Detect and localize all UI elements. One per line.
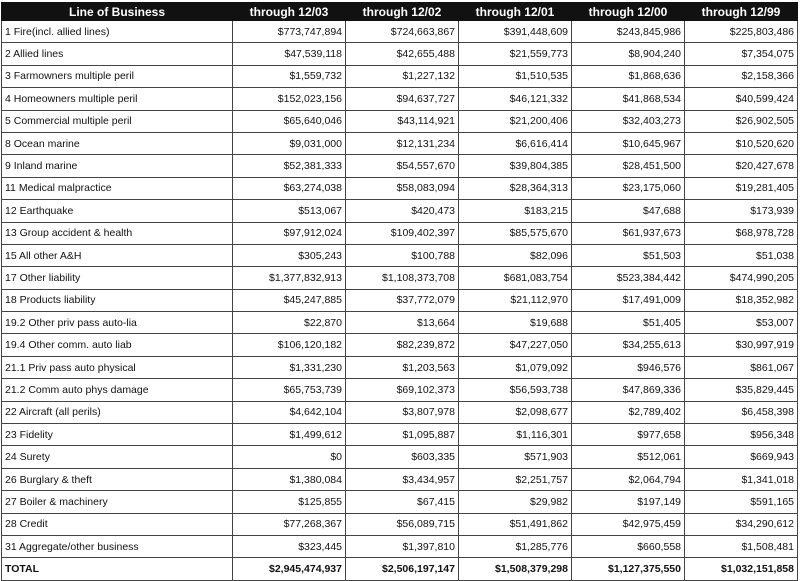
table-row [2, 244, 798, 266]
cell-through-12-00: $2,064,794 [572, 468, 685, 490]
cell-through-12-03: $1,499,612 [233, 424, 346, 446]
table-row [2, 267, 798, 289]
cell-through-12-00: $660,558 [572, 535, 685, 557]
cell-through-12-99: $956,348 [685, 424, 798, 446]
cell-through-12-99: $669,943 [685, 446, 798, 468]
cell-through-12-03: $45,247,885 [233, 289, 346, 311]
cell-through-12-01: $571,903 [459, 446, 572, 468]
cell-through-12-01: $56,593,738 [459, 379, 572, 401]
cell-through-12-99: $173,939 [685, 200, 798, 222]
cell-through-12-03: $52,381,333 [233, 155, 346, 177]
cell-through-12-02: $420,473 [346, 200, 459, 222]
cell-through-12-03: $513,067 [233, 200, 346, 222]
cell-through-12-02: $1,095,887 [346, 424, 459, 446]
cell-through-12-00: $32,403,273 [572, 110, 685, 132]
total-cell-line-of-business: TOTAL [2, 558, 233, 580]
cell-through-12-99: $2,158,366 [685, 65, 798, 87]
cell-through-12-99: $34,290,612 [685, 513, 798, 535]
cell-through-12-02: $67,415 [346, 491, 459, 513]
cell-through-12-00: $197,149 [572, 491, 685, 513]
cell-through-12-02: $1,397,810 [346, 535, 459, 557]
header-through-12-00: through 12/00 [572, 3, 685, 21]
cell-line-of-business: 15 All other A&H [2, 244, 233, 266]
cell-through-12-01: $1,510,535 [459, 65, 572, 87]
cell-line-of-business: 21.1 Priv pass auto physical [2, 356, 233, 378]
cell-line-of-business: 18 Products liability [2, 289, 233, 311]
cell-through-12-00: $47,688 [572, 200, 685, 222]
cell-through-12-99: $6,458,398 [685, 401, 798, 423]
cell-through-12-02: $42,655,488 [346, 43, 459, 65]
total-cell-through-12-00: $1,127,375,550 [572, 558, 685, 580]
cell-through-12-99: $53,007 [685, 312, 798, 334]
cell-through-12-01: $82,096 [459, 244, 572, 266]
cell-through-12-02: $94,637,727 [346, 88, 459, 110]
cell-through-12-01: $6,616,414 [459, 132, 572, 154]
cell-line-of-business: 19.2 Other priv pass auto-lia [2, 312, 233, 334]
cell-through-12-02: $69,102,373 [346, 379, 459, 401]
cell-line-of-business: 2 Allied lines [2, 43, 233, 65]
cell-through-12-99: $26,902,505 [685, 110, 798, 132]
cell-through-12-01: $1,079,092 [459, 356, 572, 378]
cell-through-12-99: $35,829,445 [685, 379, 798, 401]
cell-through-12-00: $17,491,009 [572, 289, 685, 311]
table-row [2, 401, 798, 423]
table-row [2, 513, 798, 535]
cell-through-12-01: $47,227,050 [459, 334, 572, 356]
cell-through-12-01: $51,491,862 [459, 513, 572, 535]
cell-through-12-03: $152,023,156 [233, 88, 346, 110]
cell-through-12-99: $861,067 [685, 356, 798, 378]
cell-through-12-99: $30,997,919 [685, 334, 798, 356]
cell-through-12-02: $724,663,867 [346, 21, 459, 43]
table-row [2, 468, 798, 490]
cell-through-12-03: $125,855 [233, 491, 346, 513]
cell-through-12-99: $591,165 [685, 491, 798, 513]
cell-through-12-99: $474,990,205 [685, 267, 798, 289]
cell-through-12-00: $23,175,060 [572, 177, 685, 199]
total-cell-through-12-02: $2,506,197,147 [346, 558, 459, 580]
cell-through-12-01: $21,112,970 [459, 289, 572, 311]
cell-line-of-business: 19.4 Other comm. auto liab [2, 334, 233, 356]
cell-through-12-03: $97,912,024 [233, 222, 346, 244]
cell-line-of-business: 8 Ocean marine [2, 132, 233, 154]
cell-line-of-business: 17 Other liability [2, 267, 233, 289]
cell-through-12-03: $0 [233, 446, 346, 468]
cell-through-12-02: $12,131,234 [346, 132, 459, 154]
cell-through-12-03: $65,640,046 [233, 110, 346, 132]
cell-through-12-00: $47,869,336 [572, 379, 685, 401]
cell-through-12-03: $305,243 [233, 244, 346, 266]
cell-through-12-99: $20,427,678 [685, 155, 798, 177]
cell-through-12-02: $82,239,872 [346, 334, 459, 356]
cell-through-12-99: $7,354,075 [685, 43, 798, 65]
cell-through-12-02: $54,557,670 [346, 155, 459, 177]
cell-through-12-01: $2,098,677 [459, 401, 572, 423]
table-row [2, 379, 798, 401]
cell-through-12-99: $10,520,620 [685, 132, 798, 154]
table-row [2, 312, 798, 334]
total-cell-through-12-03: $2,945,474,937 [233, 558, 346, 580]
cell-line-of-business: 11 Medical malpractice [2, 177, 233, 199]
cell-through-12-99: $1,508,481 [685, 535, 798, 557]
cell-through-12-00: $51,405 [572, 312, 685, 334]
cell-through-12-99: $225,803,486 [685, 21, 798, 43]
cell-through-12-00: $51,503 [572, 244, 685, 266]
cell-line-of-business: 28 Credit [2, 513, 233, 535]
cell-through-12-01: $21,559,773 [459, 43, 572, 65]
cell-line-of-business: 12 Earthquake [2, 200, 233, 222]
cell-through-12-03: $773,747,894 [233, 21, 346, 43]
cell-through-12-02: $58,083,094 [346, 177, 459, 199]
cell-through-12-00: $41,868,534 [572, 88, 685, 110]
table-row [2, 21, 798, 43]
table-row [2, 132, 798, 154]
cell-through-12-03: $22,870 [233, 312, 346, 334]
cell-through-12-03: $1,380,084 [233, 468, 346, 490]
cell-through-12-03: $9,031,000 [233, 132, 346, 154]
total-cell-through-12-99: $1,032,151,858 [685, 558, 798, 580]
header-through-12-03: through 12/03 [233, 3, 346, 21]
cell-through-12-02: $603,335 [346, 446, 459, 468]
table-row [2, 200, 798, 222]
table-row [2, 110, 798, 132]
header-line-of-business: Line of Business [2, 3, 233, 21]
cell-line-of-business: 1 Fire(incl. allied lines) [2, 21, 233, 43]
cell-through-12-02: $1,227,132 [346, 65, 459, 87]
cell-line-of-business: 3 Farmowners multiple peril [2, 65, 233, 87]
cell-through-12-00: $1,868,636 [572, 65, 685, 87]
cell-line-of-business: 9 Inland marine [2, 155, 233, 177]
cell-through-12-00: $512,061 [572, 446, 685, 468]
table-row [2, 155, 798, 177]
cell-through-12-00: $28,451,500 [572, 155, 685, 177]
cell-through-12-99: $18,352,982 [685, 289, 798, 311]
cell-through-12-00: $10,645,967 [572, 132, 685, 154]
table-row [2, 222, 798, 244]
cell-line-of-business: 21.2 Comm auto phys damage [2, 379, 233, 401]
cell-through-12-02: $109,402,397 [346, 222, 459, 244]
header-row [2, 3, 798, 21]
cell-line-of-business: 5 Commercial multiple peril [2, 110, 233, 132]
cell-through-12-99: $68,978,728 [685, 222, 798, 244]
cell-through-12-02: $100,788 [346, 244, 459, 266]
cell-through-12-01: $46,121,332 [459, 88, 572, 110]
table-row [2, 535, 798, 557]
cell-through-12-03: $1,559,732 [233, 65, 346, 87]
cell-line-of-business: 27 Boiler & machinery [2, 491, 233, 513]
cell-through-12-02: $13,664 [346, 312, 459, 334]
cell-through-12-03: $47,539,118 [233, 43, 346, 65]
cell-through-12-03: $4,642,104 [233, 401, 346, 423]
table-row [2, 177, 798, 199]
header-through-12-01: through 12/01 [459, 3, 572, 21]
header-through-12-99: through 12/99 [685, 3, 798, 21]
cell-through-12-03: $1,331,230 [233, 356, 346, 378]
table-row [2, 289, 798, 311]
cell-through-12-01: $391,448,609 [459, 21, 572, 43]
cell-through-12-00: $523,384,442 [572, 267, 685, 289]
cell-line-of-business: 13 Group accident & health [2, 222, 233, 244]
cell-through-12-00: $34,255,613 [572, 334, 685, 356]
table-row [2, 88, 798, 110]
table-row [2, 65, 798, 87]
cell-line-of-business: 23 Fidelity [2, 424, 233, 446]
cell-through-12-02: $43,114,921 [346, 110, 459, 132]
cell-line-of-business: 26 Burglary & theft [2, 468, 233, 490]
cell-through-12-00: $8,904,240 [572, 43, 685, 65]
cell-through-12-01: $39,804,385 [459, 155, 572, 177]
cell-through-12-02: $1,203,563 [346, 356, 459, 378]
cell-through-12-03: $1,377,832,913 [233, 267, 346, 289]
table-row [2, 424, 798, 446]
cell-through-12-99: $1,341,018 [685, 468, 798, 490]
cell-through-12-00: $946,576 [572, 356, 685, 378]
cell-through-12-00: $977,658 [572, 424, 685, 446]
total-row [2, 558, 798, 580]
cell-through-12-02: $3,807,978 [346, 401, 459, 423]
cell-through-12-00: $42,975,459 [572, 513, 685, 535]
cell-through-12-99: $40,599,424 [685, 88, 798, 110]
cell-through-12-02: $56,089,715 [346, 513, 459, 535]
cell-through-12-03: $323,445 [233, 535, 346, 557]
cell-through-12-03: $77,268,367 [233, 513, 346, 535]
table-row [2, 43, 798, 65]
cell-through-12-03: $106,120,182 [233, 334, 346, 356]
cell-through-12-01: $21,200,406 [459, 110, 572, 132]
cell-through-12-00: $243,845,986 [572, 21, 685, 43]
cell-through-12-01: $85,575,670 [459, 222, 572, 244]
cell-line-of-business: 4 Homeowners multiple peril [2, 88, 233, 110]
cell-through-12-01: $28,364,313 [459, 177, 572, 199]
cell-through-12-99: $51,038 [685, 244, 798, 266]
cell-through-12-02: $3,434,957 [346, 468, 459, 490]
total-cell-through-12-01: $1,508,379,298 [459, 558, 572, 580]
cell-through-12-00: $2,789,402 [572, 401, 685, 423]
cell-through-12-03: $63,274,038 [233, 177, 346, 199]
cell-through-12-02: $37,772,079 [346, 289, 459, 311]
cell-through-12-00: $61,937,673 [572, 222, 685, 244]
table-row [2, 446, 798, 468]
cell-through-12-01: $1,285,776 [459, 535, 572, 557]
cell-through-12-01: $29,982 [459, 491, 572, 513]
cell-through-12-01: $2,251,757 [459, 468, 572, 490]
cell-through-12-01: $19,688 [459, 312, 572, 334]
cell-line-of-business: 22 Aircraft (all perils) [2, 401, 233, 423]
cell-through-12-01: $183,215 [459, 200, 572, 222]
cell-through-12-99: $19,281,405 [685, 177, 798, 199]
table-row [2, 356, 798, 378]
cell-through-12-02: $1,108,373,708 [346, 267, 459, 289]
cell-through-12-03: $65,753,739 [233, 379, 346, 401]
table-row [2, 491, 798, 513]
cell-through-12-01: $1,116,301 [459, 424, 572, 446]
table-row [2, 334, 798, 356]
cell-line-of-business: 24 Surety [2, 446, 233, 468]
cell-through-12-01: $681,083,754 [459, 267, 572, 289]
cell-line-of-business: 31 Aggregate/other business [2, 535, 233, 557]
header-through-12-02: through 12/02 [346, 3, 459, 21]
premiums-table [1, 2, 798, 581]
